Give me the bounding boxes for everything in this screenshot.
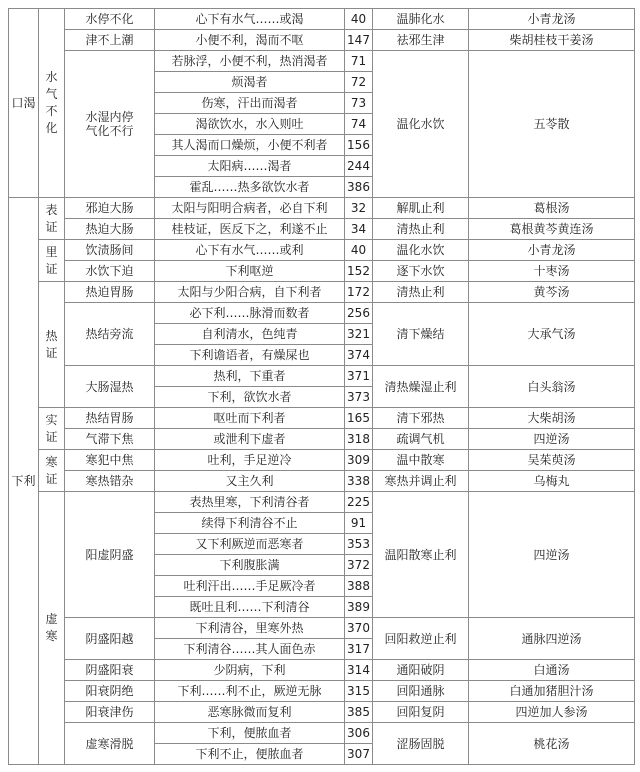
- clause-cell: 下利，欲饮水者: [155, 387, 345, 408]
- clause-number-cell: 318: [345, 429, 373, 450]
- clause-cell: 小便不利，渴而不呕: [155, 30, 345, 51]
- clause-cell: 太阳病……渴者: [155, 156, 345, 177]
- treatment-method-cell: 回阳通脉: [373, 681, 469, 702]
- formula-cell: 白通加猪胆汁汤: [469, 681, 635, 702]
- formula-cell: 吴茱萸汤: [469, 450, 635, 471]
- clause-number-cell: 32: [345, 198, 373, 219]
- table-row: [9, 219, 635, 240]
- subcategory-cell: 热证: [39, 282, 65, 408]
- clause-number-cell: 306: [345, 723, 373, 744]
- clause-number-cell: 388: [345, 576, 373, 597]
- formula-cell: 白通汤: [469, 660, 635, 681]
- syndrome-cell: 虚寒滑脱: [65, 723, 155, 765]
- clause-number-cell: 256: [345, 303, 373, 324]
- clause-number-cell: 244: [345, 156, 373, 177]
- table-row: [9, 282, 635, 303]
- treatment-method-cell: 疏调气机: [373, 429, 469, 450]
- clause-number-cell: 389: [345, 597, 373, 618]
- treatment-method-cell: 清热燥湿止利: [373, 366, 469, 408]
- clause-number-cell: 40: [345, 240, 373, 261]
- formula-cell: 四逆汤: [469, 492, 635, 618]
- syndrome-cell: 阳衰阴绝: [65, 681, 155, 702]
- clause-cell: 热利，下重者: [155, 366, 345, 387]
- clause-cell: 下利呕逆: [155, 261, 345, 282]
- syndrome-cell: 津不上潮: [65, 30, 155, 51]
- clause-cell: 下利清谷……其人面色赤: [155, 639, 345, 660]
- clause-cell: 太阳与阳明合病者，必自下利: [155, 198, 345, 219]
- clause-number-cell: 386: [345, 177, 373, 198]
- clause-number-cell: 307: [345, 744, 373, 765]
- clause-cell: 其人渴而口燥烦，小便不利者: [155, 135, 345, 156]
- clause-cell: 又主久利: [155, 471, 345, 492]
- clause-cell: 下利……利不止，厥逆无脉: [155, 681, 345, 702]
- treatment-method-cell: 温阳散寒止利: [373, 492, 469, 618]
- clause-cell: 太阳与少阳合病，自下利者: [155, 282, 345, 303]
- table-row: [9, 198, 635, 219]
- formula-cell: 黄芩汤: [469, 282, 635, 303]
- table-row: [9, 30, 635, 51]
- syndrome-cell: 阳衰津伤: [65, 702, 155, 723]
- clause-cell: 烦渴者: [155, 72, 345, 93]
- treatment-method-cell: 温中散寒: [373, 450, 469, 471]
- clause-number-cell: 309: [345, 450, 373, 471]
- clause-cell: 吐利汗出……手足厥冷者: [155, 576, 345, 597]
- treatment-method-cell: 温化水饮: [373, 51, 469, 198]
- treatment-method-cell: 祛邪生津: [373, 30, 469, 51]
- formula-cell: 小青龙汤: [469, 240, 635, 261]
- syndrome-cell: 水湿内停 气化不行: [65, 51, 155, 198]
- treatment-method-cell: 清下邪热: [373, 408, 469, 429]
- subcategory-cell: 水气 不化: [39, 9, 65, 198]
- clause-cell: 呕吐而下利者: [155, 408, 345, 429]
- syndrome-cell: 热结旁流: [65, 303, 155, 366]
- table-row: [9, 618, 635, 639]
- treatment-method-cell: 回阳复阴: [373, 702, 469, 723]
- table-row: [9, 723, 635, 744]
- table-row: [9, 660, 635, 681]
- clause-number-cell: 71: [345, 51, 373, 72]
- clause-cell: 又下利厥逆而恶寒者: [155, 534, 345, 555]
- clause-number-cell: 321: [345, 324, 373, 345]
- clause-number-cell: 371: [345, 366, 373, 387]
- syndrome-cell: 寒犯中焦: [65, 450, 155, 471]
- treatment-method-cell: 温肺化水: [373, 9, 469, 30]
- treatment-method-cell: 清热止利: [373, 219, 469, 240]
- table-row: [9, 9, 635, 30]
- clause-cell: 恶寒脉微而复利: [155, 702, 345, 723]
- formula-cell: 五苓散: [469, 51, 635, 198]
- table-row: [9, 429, 635, 450]
- clause-number-cell: 91: [345, 513, 373, 534]
- subcategory-cell: 虚寒: [39, 492, 65, 765]
- clause-number-cell: 374: [345, 345, 373, 366]
- clause-cell: 下利，便脓血者: [155, 723, 345, 744]
- clause-cell: 自利清水，色纯青: [155, 324, 345, 345]
- table-row: [9, 240, 635, 261]
- clause-cell: 心下有水气……或利: [155, 240, 345, 261]
- subcategory-cell: 表证: [39, 198, 65, 240]
- clause-number-cell: 172: [345, 282, 373, 303]
- syndrome-cell: 邪迫大肠: [65, 198, 155, 219]
- syndrome-cell: 水停不化: [65, 9, 155, 30]
- table-row: [9, 450, 635, 471]
- category-cell: 下利: [9, 198, 39, 765]
- table-row: [9, 681, 635, 702]
- formula-cell: 葛根黄芩黄连汤: [469, 219, 635, 240]
- clause-cell: 下利谵语者，有燥屎也: [155, 345, 345, 366]
- clause-number-cell: 385: [345, 702, 373, 723]
- clause-number-cell: 152: [345, 261, 373, 282]
- syndrome-cell: 寒热错杂: [65, 471, 155, 492]
- syndrome-cell: 热迫大肠: [65, 219, 155, 240]
- clause-cell: 必下利……脉滑而数者: [155, 303, 345, 324]
- treatment-method-cell: 回阳救逆止利: [373, 618, 469, 660]
- syndrome-cell: 水饮下迫: [65, 261, 155, 282]
- clause-number-cell: 40: [345, 9, 373, 30]
- clause-cell: 既吐且利……下利清谷: [155, 597, 345, 618]
- treatment-method-cell: 逐下水饮: [373, 261, 469, 282]
- clause-cell: 下利腹胀满: [155, 555, 345, 576]
- syndrome-cell: 热结胃肠: [65, 408, 155, 429]
- formula-cell: 小青龙汤: [469, 9, 635, 30]
- table-row: [9, 51, 635, 72]
- table-row: [9, 492, 635, 513]
- syndrome-cell: 饮渍肠间: [65, 240, 155, 261]
- formula-cell: 大柴胡汤: [469, 408, 635, 429]
- syndrome-cell: 大肠湿热: [65, 366, 155, 408]
- formula-cell: 通脉四逆汤: [469, 618, 635, 660]
- clause-cell: 续得下利清谷不止: [155, 513, 345, 534]
- table-row: [9, 366, 635, 387]
- clause-cell: 渴欲饮水，水入则吐: [155, 114, 345, 135]
- formula-cell: 十枣汤: [469, 261, 635, 282]
- clause-number-cell: 315: [345, 681, 373, 702]
- clause-cell: 表热里寒，下利清谷者: [155, 492, 345, 513]
- subcategory-cell: 寒证: [39, 450, 65, 492]
- table-row: [9, 408, 635, 429]
- category-cell: 口渴: [9, 9, 39, 198]
- formula-cell: 葛根汤: [469, 198, 635, 219]
- clause-number-cell: 72: [345, 72, 373, 93]
- formula-cell: 乌梅丸: [469, 471, 635, 492]
- formula-cell: 桃花汤: [469, 723, 635, 765]
- clause-cell: 或泄利下虚者: [155, 429, 345, 450]
- formula-cell: 四逆加人参汤: [469, 702, 635, 723]
- table-row: [9, 702, 635, 723]
- formula-cell: 大承气汤: [469, 303, 635, 366]
- clause-number-cell: 34: [345, 219, 373, 240]
- clause-number-cell: 225: [345, 492, 373, 513]
- clause-cell: 伤寒，汗出而渴者: [155, 93, 345, 114]
- treatment-method-cell: 通阳破阴: [373, 660, 469, 681]
- clause-cell: 霍乱……热多欲饮水者: [155, 177, 345, 198]
- formula-cell: 四逆汤: [469, 429, 635, 450]
- treatment-method-cell: 温化水饮: [373, 240, 469, 261]
- clause-cell: 吐利，手足逆冷: [155, 450, 345, 471]
- table-row: [9, 471, 635, 492]
- table-row: [9, 261, 635, 282]
- formula-table: [8, 8, 635, 765]
- treatment-method-cell: 涩肠固脱: [373, 723, 469, 765]
- clause-number-cell: 372: [345, 555, 373, 576]
- formula-cell: 柴胡桂枝干姜汤: [469, 30, 635, 51]
- treatment-method-cell: 寒热并调止利: [373, 471, 469, 492]
- syndrome-cell: 气滞下焦: [65, 429, 155, 450]
- table-body: [9, 9, 635, 765]
- clause-number-cell: 373: [345, 387, 373, 408]
- clause-cell: 桂枝证，医反下之，利遂不止: [155, 219, 345, 240]
- clause-number-cell: 314: [345, 660, 373, 681]
- syndrome-cell: 阳虚阴盛: [65, 492, 155, 618]
- clause-number-cell: 74: [345, 114, 373, 135]
- treatment-method-cell: 清下燥结: [373, 303, 469, 366]
- syndrome-cell: 阴盛阳衰: [65, 660, 155, 681]
- clause-number-cell: 317: [345, 639, 373, 660]
- clause-number-cell: 156: [345, 135, 373, 156]
- clause-number-cell: 73: [345, 93, 373, 114]
- clause-cell: 少阴病，下利: [155, 660, 345, 681]
- clause-cell: 下利清谷，里寒外热: [155, 618, 345, 639]
- clause-cell: 心下有水气……或渴: [155, 9, 345, 30]
- treatment-method-cell: 解肌止利: [373, 198, 469, 219]
- subcategory-cell: 实证: [39, 408, 65, 450]
- clause-number-cell: 370: [345, 618, 373, 639]
- subcategory-cell: 里证: [39, 240, 65, 282]
- formula-cell: 白头翁汤: [469, 366, 635, 408]
- syndrome-cell: 热迫胃肠: [65, 282, 155, 303]
- clause-number-cell: 165: [345, 408, 373, 429]
- syndrome-cell: 阴盛阳越: [65, 618, 155, 660]
- treatment-method-cell: 清热止利: [373, 282, 469, 303]
- clause-number-cell: 353: [345, 534, 373, 555]
- table-row: [9, 303, 635, 324]
- clause-number-cell: 338: [345, 471, 373, 492]
- clause-cell: 下利不止，便脓血者: [155, 744, 345, 765]
- clause-cell: 若脉浮，小便不利，热消渴者: [155, 51, 345, 72]
- clause-number-cell: 147: [345, 30, 373, 51]
